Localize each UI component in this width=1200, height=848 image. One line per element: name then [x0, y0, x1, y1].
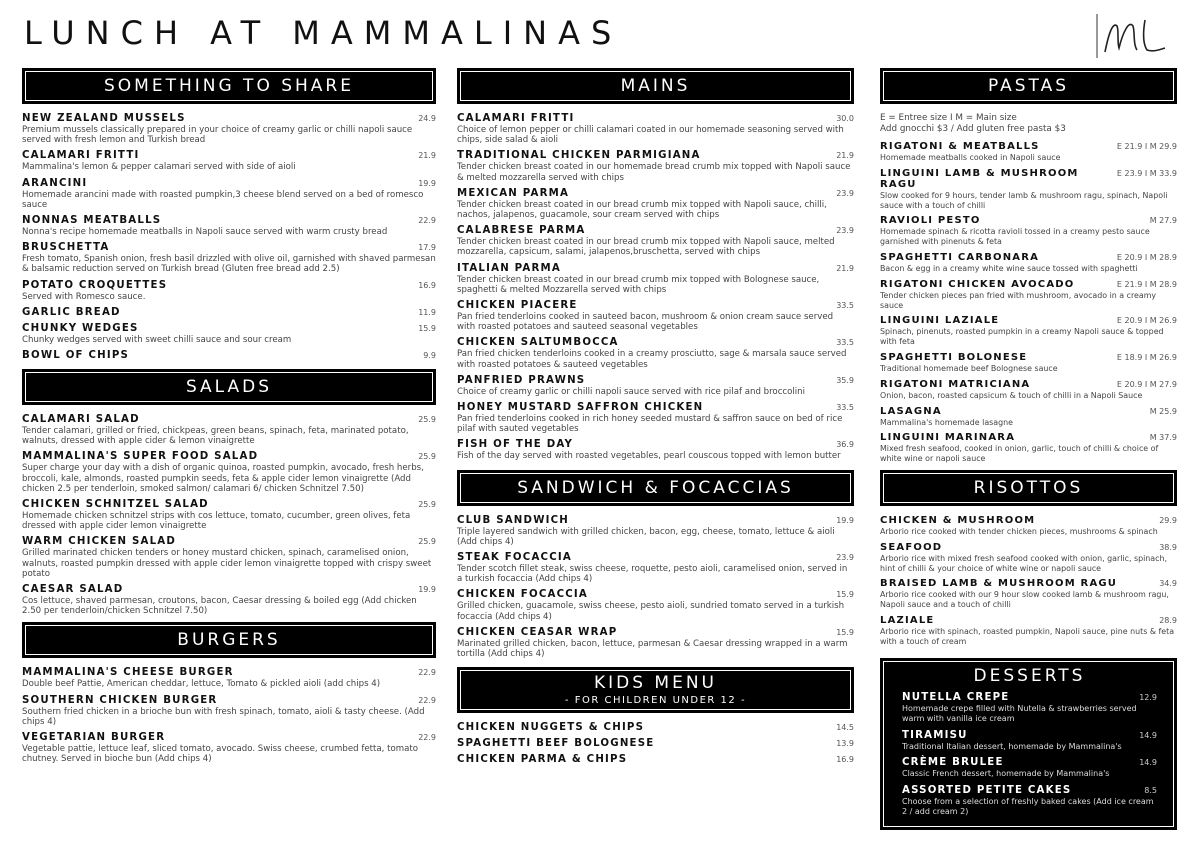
menu-item — [880, 379, 1177, 401]
menu-item-price: 22.9 — [418, 733, 436, 743]
menu-item-name: CALAMARI FRITTI — [457, 113, 575, 124]
menu-item-name: MEXICAN PARMA — [457, 187, 570, 199]
menu-item-price: 9.9 — [423, 351, 436, 361]
menu-item-price: 13.9 — [836, 739, 854, 749]
menu-item-description: Homemade chicken schnitzel strips with cos lettuce, tomato, cucumber, green olives, feta dressed with apple cider lemon vinaigrette — [22, 511, 411, 532]
sandwich-list — [457, 515, 854, 660]
menu-item-name: CHICKEN PARMA & CHIPS — [457, 754, 628, 766]
menu-item — [457, 722, 854, 733]
menu-item-description: Choose from a selection of freshly baked cakes (Add ice cream 2 / add cream 2) — [902, 797, 1154, 816]
burgers-list — [22, 667, 436, 764]
menu-item-description: Arborio rice with mixed fresh seafood cooked with onion, garlic, spinach, hint of chilli & your choice of white wine or napoli sauce — [880, 553, 1167, 573]
kids-header-label: KIDS MENU — [593, 673, 717, 694]
share-header-label: SOMETHING TO SHARE — [25, 71, 433, 101]
menu-item — [22, 323, 436, 345]
menu-item-description: Fresh tomato, Spanish onion, fresh basil drizzled with olive oil, garnished with shaved parmesan & balsamic reduction served on Turkish bread (Gluten free bread add 2.5) — [22, 254, 436, 275]
menu-item-description: Onion, bacon, roasted capsicum & touch of chilli in a Napoli Sauce — [880, 390, 1143, 400]
salads-header — [22, 369, 436, 405]
desserts-list — [902, 692, 1157, 817]
menu-item-price: 16.9 — [836, 755, 854, 765]
menu-item-name: PANFRIED PRAWNS — [457, 374, 586, 386]
menu-item — [457, 589, 854, 621]
menu-item-price: E 20.9 I M 26.9 — [1116, 316, 1177, 326]
mains-header — [457, 68, 854, 104]
menu-item-name: CHICKEN SCHNITZEL SALAD — [22, 499, 209, 511]
menu-item-name: ASSORTED PETITE CAKES — [902, 785, 1072, 797]
menu-item-price: 25.9 — [418, 537, 436, 547]
menu-item — [457, 375, 854, 397]
menu-item — [22, 150, 436, 172]
menu-item — [880, 252, 1177, 274]
menu-item — [880, 515, 1177, 537]
menu-item — [457, 300, 854, 332]
menu-item-price: 22.9 — [418, 668, 436, 678]
menu-item — [22, 499, 436, 531]
menu-item-name: SPAGHETTI BEEF BOLOGNESE — [457, 738, 655, 750]
risottos-header-label: RISOTTOS — [883, 473, 1174, 503]
menu-item — [880, 542, 1177, 574]
menu-item-price: 23.9 — [836, 188, 854, 198]
menu-item-name: LAZIALE — [880, 614, 935, 626]
menu-item-price: 38.9 — [1159, 542, 1177, 552]
menu-item — [457, 188, 854, 220]
menu-item — [22, 178, 436, 210]
burgers-header — [22, 622, 436, 658]
menu-item-price: 21.9 — [836, 151, 854, 161]
menu-item-name: CALAMARI FRITTI — [22, 150, 140, 162]
menu-item-name: RIGATONI CHICKEN AVOCADO — [880, 278, 1075, 290]
menu-item-description: Choice of lemon pepper or chilli calamari coated in our homemade seasoning served with chips, side salad & aioli — [457, 125, 844, 146]
menu-item — [22, 215, 436, 237]
menu-item-name: SPAGHETTI CARBONARA — [880, 251, 1040, 263]
menu-item — [22, 307, 436, 318]
menu-item-name: RIGATONI & MEATBALLS — [880, 141, 1040, 152]
menu-item-description: Homemade arancini made with roasted pumpkin,3 cheese blend served on a bed of romesco sauce — [22, 189, 424, 210]
mains-list — [457, 113, 854, 462]
menu-item — [457, 337, 854, 369]
menu-item-description: Grilled marinated chicken tenders or honey mustard chicken, spinach, caramelised onion, walnuts, roasted pumpkin dressed with apple cider lemon vinaigrette topped with crispy sweet potato — [22, 548, 432, 579]
menu-item-price: 15.9 — [836, 627, 854, 637]
menu-item-description: Pan fried tenderloins cooked in rich honey seeded mustard & saffron sauce on bed of rice pilaf with sauted vegetables — [457, 414, 843, 435]
menu-item — [457, 150, 854, 182]
menu-item-description: Triple layered sandwich with grilled chicken, bacon, egg, cheese, tomato, lettuce & aioli (Add chips 4) — [457, 526, 835, 547]
menu-item — [457, 754, 854, 765]
menu-item-name: VEGETARIAN BURGER — [22, 732, 166, 744]
menu-item-description: Tender chicken breast coated in our bread crumb mix topped with Napoli sauce, chilli, nachos, jalapenos, guacamole, sour cream served with chips — [457, 199, 827, 221]
menu-item-price: 15.9 — [836, 590, 854, 600]
menu-item-price: 14.9 — [1139, 730, 1157, 740]
menu-item-price: 34.9 — [1159, 579, 1177, 589]
menu-item — [902, 692, 1157, 724]
menu-item-description: Nonna's recipe homemade meatballs in Napoli sauce served with warm crusty bread — [22, 227, 388, 238]
menu-item-price: 19.9 — [418, 178, 436, 188]
menu-item — [22, 451, 436, 494]
menu-item-name: CHICKEN NUGGETS & CHIPS — [457, 722, 645, 734]
menu-item-name: POTATO CROQUETTES — [22, 279, 168, 291]
menu-item — [902, 730, 1157, 752]
menu-item-name: GARLIC BREAD — [22, 306, 121, 318]
menu-item-price: 14.5 — [836, 723, 854, 733]
menu-item-name: BRUSCHETTA — [22, 242, 110, 254]
menu-item-price: E 23.9 I M 33.9 — [1116, 168, 1177, 178]
desserts-panel — [880, 658, 1177, 830]
menu-item — [22, 350, 436, 361]
kids-subheader: - FOR CHILDREN UNDER 12 - — [564, 695, 747, 707]
menu-item-price: 25.9 — [418, 500, 436, 510]
menu-item-name: CHICKEN FOCACCIA — [457, 589, 589, 601]
menu-item-price: 21.9 — [418, 151, 436, 161]
menu-item-name: CHICKEN & MUSHROOM — [880, 514, 1036, 526]
menu-item-description: Pan fried chicken tenderloins cooked in a creamy prosciutto, sage & marsala sauce served with roasted potatoes & sauteed vegetables — [457, 349, 847, 370]
menu-item-price: 33.5 — [836, 338, 854, 348]
menu-item-description: Homemade crepe filled with Nutella & strawberries served warm with vanilla ice cream — [902, 704, 1137, 723]
menu-item-name: MAMMALINA'S CHEESE BURGER — [22, 667, 234, 679]
menu-item — [880, 578, 1177, 610]
share-list — [22, 113, 436, 361]
menu-item-description: Served with Romesco sauce. — [22, 291, 146, 302]
menu-item-description: Marinated grilled chicken, bacon, lettuce, parmesan & Caesar dressing wrapped in a warm tortilla (Add chips 4) — [457, 638, 848, 660]
sandwich-header — [457, 470, 854, 506]
menu-item-description: Choice of creamy garlic or chilli napoli sauce served with rice pilaf and broccolini — [457, 386, 806, 397]
menu-item-name: SPAGHETTI BOLONESE — [880, 351, 1028, 363]
menu-item — [22, 113, 436, 145]
menu-item-price: 24.9 — [418, 114, 436, 123]
menu-item-name: BRAISED LAMB & MUSHROOM RAGU — [880, 578, 1118, 590]
menu-item — [880, 168, 1177, 211]
kids-list — [457, 722, 854, 765]
menu-item-name: CALABRESE PARMA — [457, 225, 586, 237]
menu-item-description: Arborio rice cooked with our 9 hour slow cooked lamb & mushroom ragu, Napoli sauce and a touch of chilli — [880, 590, 1169, 610]
menu-item-name: CHICKEN CEASAR WRAP — [457, 626, 618, 638]
salads-header-label: SALADS — [25, 372, 433, 402]
menu-item-name: CRÈME BRULEE — [902, 757, 1004, 769]
menu-item-price: 19.9 — [836, 515, 854, 525]
menu-item — [22, 667, 436, 689]
mains-header-label: MAINS — [460, 71, 851, 101]
column-right — [880, 68, 1177, 652]
menu-item-description: Tender chicken breast coated in our homemade bread crumb mix topped with Napoli sauce & melted mozzarella served with chips — [457, 162, 851, 183]
menu-item-price: 25.9 — [418, 452, 436, 462]
menu-item-name: LINGUINI LAMB & MUSHROOM RAGU — [880, 167, 1079, 190]
menu-item — [902, 757, 1157, 779]
menu-item — [457, 113, 854, 145]
menu-item — [880, 315, 1177, 347]
menu-item-price: 11.9 — [418, 307, 436, 317]
risottos-list — [880, 515, 1177, 647]
menu-item-price: 33.5 — [836, 403, 854, 413]
menu-item-price: 16.9 — [418, 280, 436, 290]
menu-item-price: E 21.9 I M 29.9 — [1116, 142, 1177, 151]
menu-item-description: Grilled chicken, guacamole, swiss cheese, pesto aioli, sundried tomato served in a turkish focaccia (Add chips 4) — [457, 601, 845, 622]
menu-item — [457, 627, 854, 659]
menu-item-price: 21.9 — [836, 263, 854, 273]
page-title: LUNCH AT MAMMALINAS — [24, 14, 623, 52]
pastas-header-label: PASTAS — [883, 71, 1174, 101]
menu-item — [880, 279, 1177, 311]
burgers-header-label: BURGERS — [25, 625, 433, 655]
menu-item-description: Spinach, pinenuts, roasted pumpkin in a creamy Napoli sauce & topped with feta — [880, 327, 1164, 347]
menu-item-description: Homemade spinach & ricotta ravioli tossed in a creamy pesto sauce garnished with pinenuts & feta — [880, 227, 1150, 247]
menu-item-price: 29.9 — [1159, 515, 1177, 525]
menu-item-description: Traditional Italian dessert, homemade by Mammalina's — [902, 741, 1122, 751]
mammalinas-logo — [1093, 12, 1175, 60]
menu-item-price: M 27.9 — [1149, 216, 1177, 226]
menu-item-description: Pan fried tenderloins cooked in sauteed bacon, mushroom & onion cream sauce served with roasted potatoes and sauteed seasonal vegetables — [457, 312, 834, 333]
menu-item-description: Fish of the day served with roasted vegetables, pearl couscous topped with lemon butter — [457, 451, 841, 462]
menu-item — [457, 552, 854, 584]
menu-item — [22, 536, 436, 579]
menu-item-name: LINGUINI MARINARA — [880, 432, 1016, 444]
menu-item-name: LASAGNA — [880, 405, 942, 417]
menu-item — [22, 732, 436, 764]
menu-item-description: Tender chicken pieces pan fried with mushroom, avocado in a creamy sauce — [880, 290, 1157, 310]
menu-item-price: 23.9 — [836, 553, 854, 563]
menu-item-description: Bacon & egg in a creamy white wine sauce tossed with spaghetti — [880, 263, 1138, 273]
menu-item-price: 8.5 — [1144, 786, 1157, 796]
menu-item-price: 22.9 — [418, 216, 436, 226]
menu-item-description: Mammalina's homemade lasagne — [880, 417, 1013, 427]
menu-item-name: NONNAS MEATBALLS — [22, 215, 162, 227]
menu-item-name: ITALIAN PARMA — [457, 262, 561, 274]
menu-item-description: Tender scotch fillet steak, swiss cheese, roquette, pesto aioli, caramelised onion, served in a turkish focaccia (Add chips 4) — [457, 564, 848, 585]
menu-item-name: TIRAMISU — [902, 729, 968, 741]
menu-item-name: BOWL OF CHIPS — [22, 350, 130, 362]
menu-item-name: CALAMARI SALAD — [22, 414, 140, 426]
menu-item — [880, 406, 1177, 428]
pastas-list — [880, 141, 1177, 464]
menu-item — [880, 432, 1177, 464]
menu-item-name: CAESAR SALAD — [22, 584, 124, 596]
menu-item-name: NEW ZEALAND MUSSELS — [22, 113, 186, 124]
menu-item-price: 33.5 — [836, 301, 854, 311]
menu-item-name: LINGUINI LAZIALE — [880, 315, 1000, 327]
menu-item-description: Tender chicken breast coated in our bread crumb mix topped with Napoli sauce, melted mozzarella, capsicum, salami, jalapenos,bruschetta, served with chips — [457, 237, 835, 258]
menu-item-description: Arborio rice with spinach, roasted pumpkin, Napoli sauce, pine nuts & feta with a touch of cream — [880, 626, 1175, 646]
menu-item-description: Homemade meatballs cooked in Napoli sauce — [880, 153, 1061, 162]
menu-item-description: Vegetable pattie, lettuce leaf, sliced tomato, avocado. Swiss cheese, crumbed fetta, tomato chutney. Served in bioche bun (Add chips 4) — [22, 744, 419, 765]
pastas-size-note: E = Entree size I M = Main size — [880, 113, 1017, 123]
menu-item — [22, 414, 436, 446]
menu-item — [457, 225, 854, 257]
menu-item-price: 35.9 — [836, 375, 854, 385]
salads-list — [22, 414, 436, 616]
menu-item-name: STEAK FOCACCIA — [457, 552, 572, 564]
menu-item-description: Arborio rice cooked with tender chicken pieces, mushrooms & spinach — [880, 526, 1158, 536]
menu-item — [457, 738, 854, 749]
menu-item — [22, 584, 436, 616]
menu-item-price: 30.0 — [836, 114, 854, 123]
menu-item-price: 25.9 — [418, 415, 436, 425]
menu-item — [457, 263, 854, 295]
menu-item-name: NUTELLA CREPE — [902, 692, 1010, 703]
menu-item-price: 23.9 — [836, 226, 854, 236]
menu-item-name: CHICKEN PIACERE — [457, 300, 578, 312]
menu-item-name: WARM CHICKEN SALAD — [22, 536, 177, 548]
menu-item-description: Chunky wedges served with sweet chilli sauce and sour cream — [22, 334, 292, 345]
menu-item-name: CHUNKY WEDGES — [22, 322, 139, 334]
menu-item-price: 12.9 — [1139, 693, 1157, 702]
risottos-header — [880, 470, 1177, 506]
sandwich-header-label: SANDWICH & FOCACCIAS — [460, 473, 851, 503]
menu-item — [880, 615, 1177, 647]
menu-item — [457, 439, 854, 461]
menu-item-description: Double beef Pattie, American cheddar, lettuce, Tomato & pickled aioli (add chips 4) — [22, 679, 381, 690]
menu-item-name: RAVIOLI PESTO — [880, 215, 981, 227]
menu-item-description: Slow cooked for 9 hours, tender lamb & mushroom ragu, spinach, Napoli sauce with a touch of chilli — [880, 190, 1168, 210]
menu-item-price: E 21.9 I M 28.9 — [1116, 279, 1177, 289]
menu-item — [902, 785, 1157, 817]
menu-item-name: SOUTHERN CHICKEN BURGER — [22, 694, 218, 706]
menu-item-description: Cos lettuce, shaved parmesan, croutons, bacon, Caesar dressing & boiled egg (Add chicken 2.50 per tenderloin/chicken Schnitzel 7.50) — [22, 596, 417, 617]
menu-item-price: 28.9 — [1159, 615, 1177, 625]
menu-item — [22, 695, 436, 727]
menu-item-price: 19.9 — [418, 585, 436, 595]
menu-item-description: Premium mussels classically prepared in your choice of creamy garlic or chilli napoli sauce served with fresh lemon and Turkish bread — [22, 125, 413, 146]
menu-item — [457, 515, 854, 547]
menu-item-name: ARANCINI — [22, 177, 88, 189]
menu-item-name: SEAFOOD — [880, 541, 943, 553]
share-header — [22, 68, 436, 104]
menu-item-price: E 20.9 I M 28.9 — [1116, 252, 1177, 262]
menu-item-name: MAMMALINA'S SUPER FOOD SALAD — [22, 451, 259, 463]
menu-item — [22, 280, 436, 302]
menu-item-name: TRADITIONAL CHICKEN PARMIGIANA — [457, 150, 701, 162]
menu-item-description: Traditional homemade beef Bolognese sauce — [880, 363, 1058, 373]
desserts-header: DESSERTS — [973, 666, 1086, 686]
menu-item-description: Tender calamari, grilled or fried, chickpeas, green beans, spinach, feta, marinated potato, walnuts, dressed with apple cider & lemon vinaigrette — [22, 426, 409, 447]
kids-header — [457, 667, 854, 713]
menu-item-name: FISH OF THE DAY — [457, 439, 574, 451]
menu-item-description: Mammalina's lemon & pepper calamari served with side of aioli — [22, 162, 296, 173]
menu-item-name: RIGATONI MATRICIANA — [880, 378, 1031, 390]
menu-item-description: Super charge your day with a dish of organic quinoa, roasted pumpkin, avocado, fresh herbs, broccoli, kale, almonds, roasted pumpkin seeds, feta & apple cider lemon vinaigrette (Add chicken 2.5 per tenderloin, smoked salmon/ calamari 6/ chicken Schnitzel 7.50) — [22, 463, 424, 494]
menu-item-description: Tender chicken breast coated in our bread crumb mix topped with Bolognese sauce, spaghetti & melted Mozzarella served with chips — [457, 274, 820, 295]
menu-item-price: 36.9 — [836, 440, 854, 450]
menu-item-price: 15.9 — [418, 323, 436, 333]
menu-item-description: Mixed fresh seafood, cooked in onion, garlic, touch of chilli & choice of white wine or napoli sauce — [880, 444, 1159, 464]
menu-item — [457, 402, 854, 434]
menu-item-price: M 25.9 — [1149, 406, 1177, 416]
menu-item-price: 14.9 — [1139, 758, 1157, 768]
menu-item-price: M 37.9 — [1149, 433, 1177, 443]
menu-item-name: HONEY MUSTARD SAFFRON CHICKEN — [457, 402, 704, 414]
pastas-note — [880, 113, 1177, 135]
menu-item-name: CHICKEN SALTUMBOCCA — [457, 337, 619, 349]
menu-item-name: CLUB SANDWICH — [457, 514, 570, 526]
menu-item — [880, 141, 1177, 163]
menu-item-price: 22.9 — [418, 695, 436, 705]
menu-item-price: E 18.9 I M 26.9 — [1116, 352, 1177, 362]
column-left — [22, 68, 436, 769]
menu-item-description: Classic French dessert, homemade by Mammalina's — [902, 769, 1110, 779]
column-middle — [457, 68, 854, 770]
menu-item — [22, 242, 436, 274]
pastas-addon-note: Add gnocchi $3 / Add gluten free pasta $3 — [880, 124, 1066, 134]
menu-item-description: Southern fried chicken in a brioche bun with fresh spinach, tomato, aioli & tasty cheese. (Add chips 4) — [22, 706, 425, 727]
menu-item-price: 17.9 — [418, 243, 436, 253]
menu-item — [880, 215, 1177, 247]
pastas-header — [880, 68, 1177, 104]
menu-item — [880, 352, 1177, 374]
menu-item-price: E 20.9 I M 27.9 — [1116, 379, 1177, 389]
